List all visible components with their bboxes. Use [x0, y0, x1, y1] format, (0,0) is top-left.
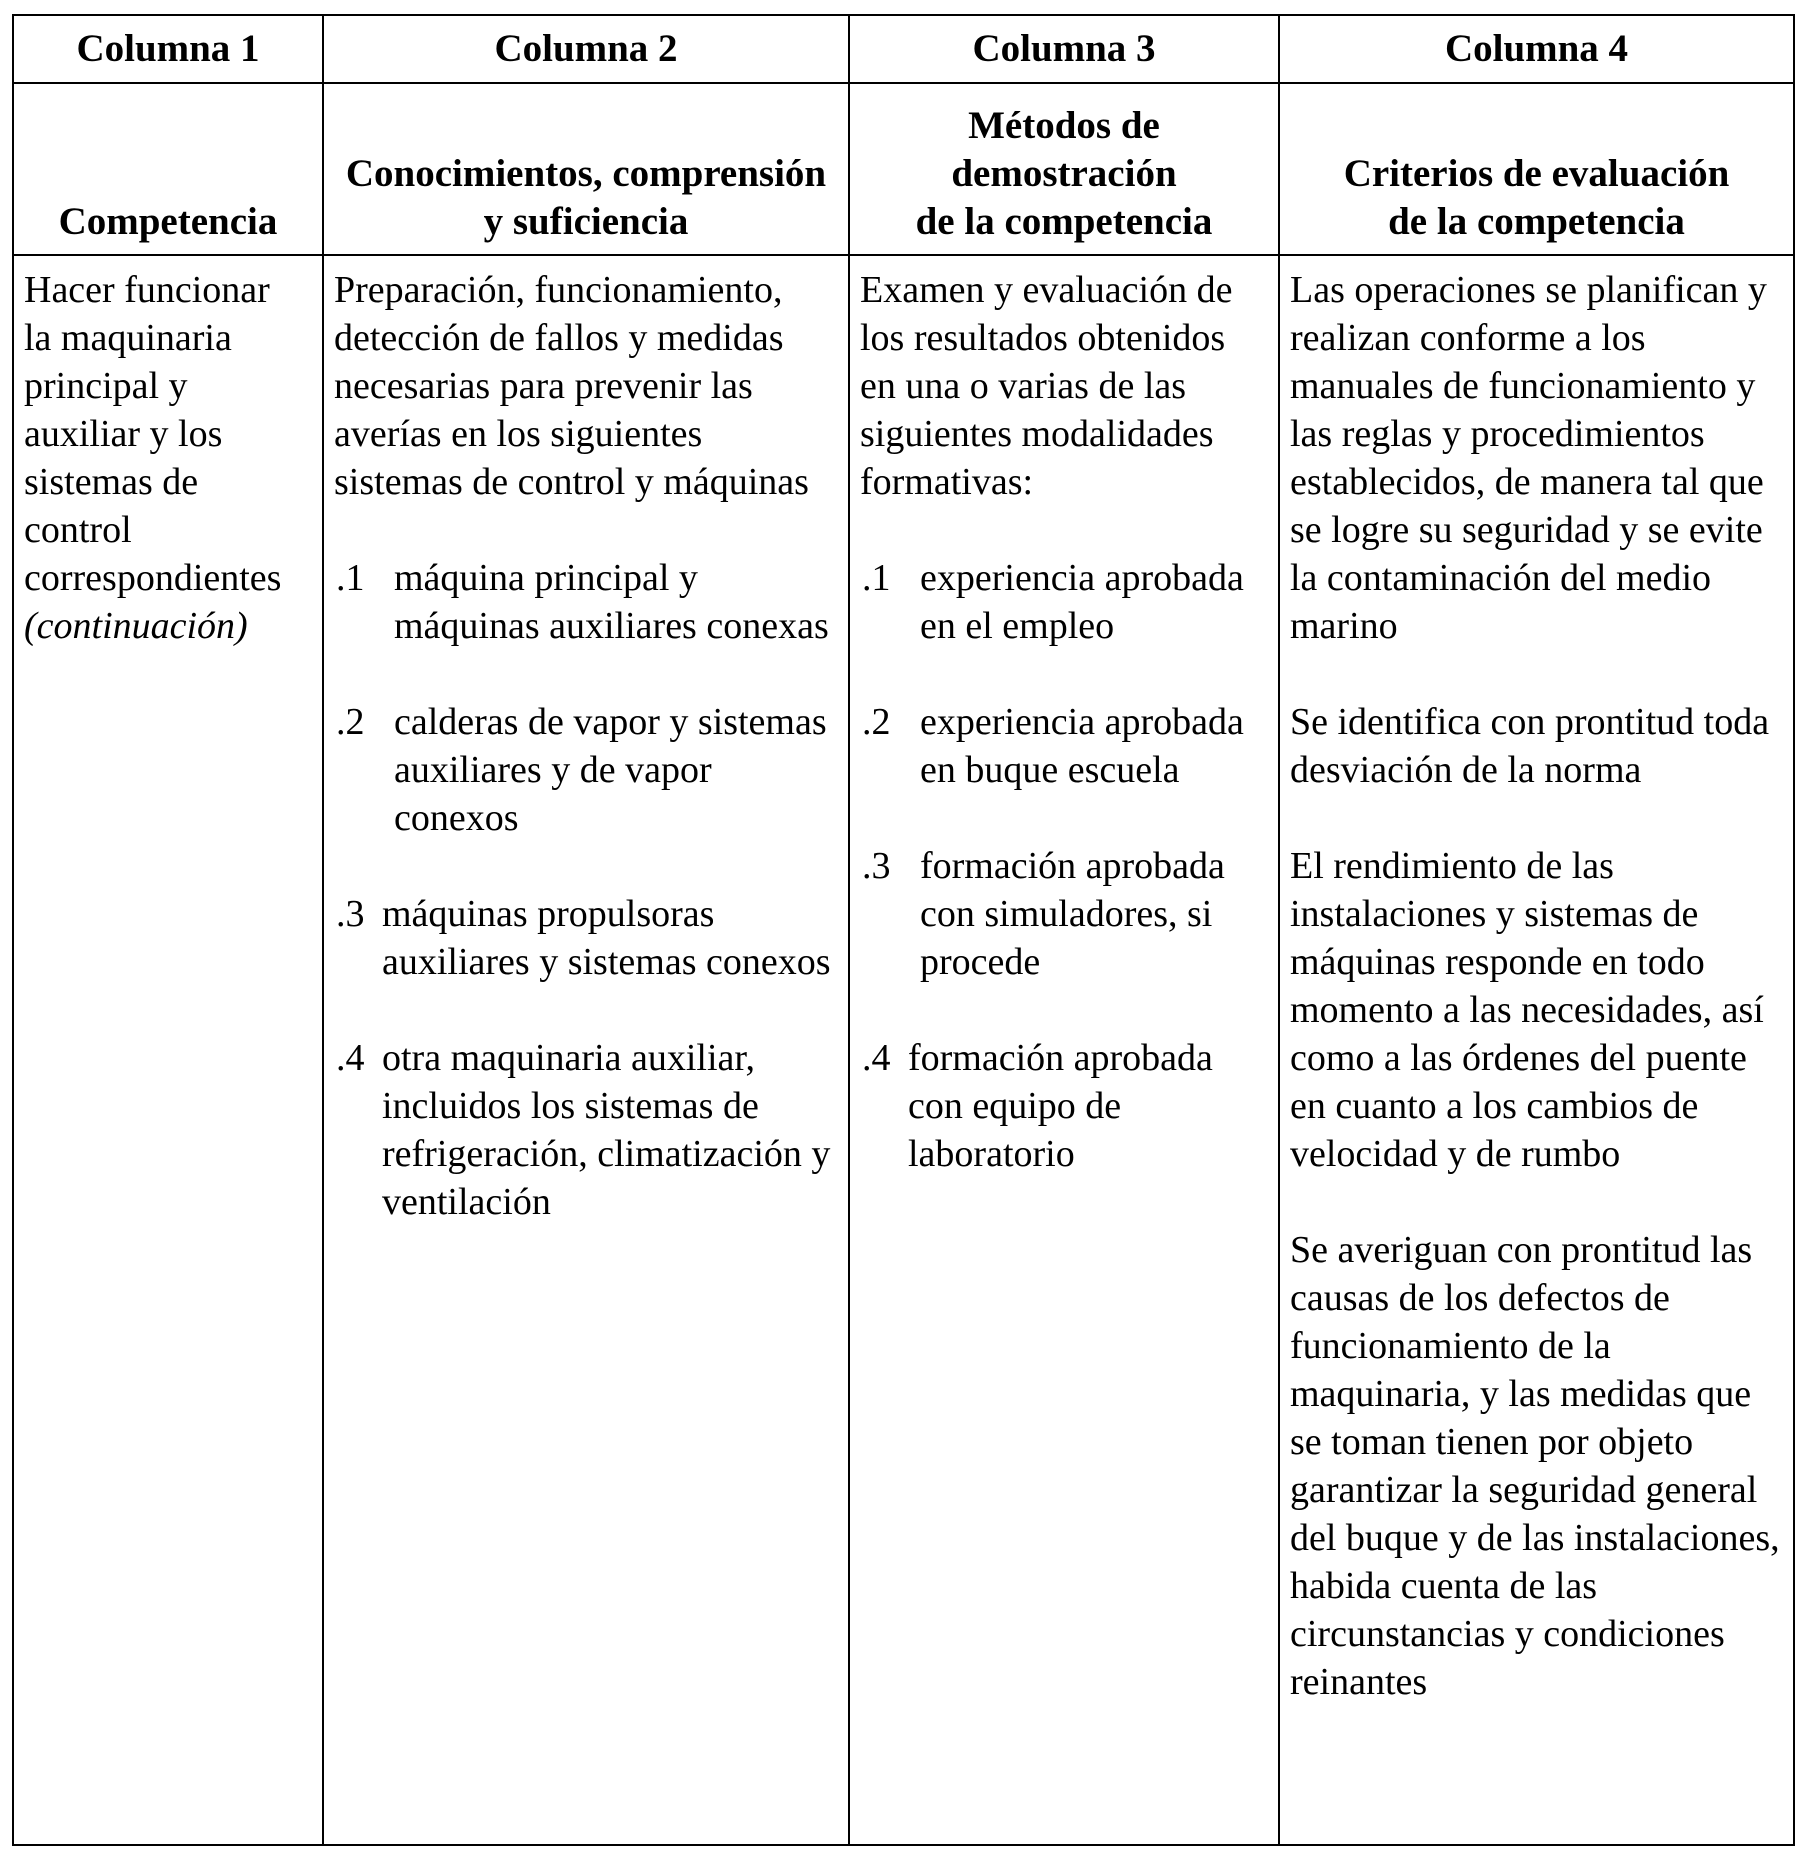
list-item-number: .2 [862, 701, 891, 743]
list-item-text: calderas de vapor y sistemas auxiliares y de vapor conexos [394, 701, 827, 839]
list-item-text: máquina principal y máquinas auxiliares conexas [394, 557, 829, 647]
header-competencia [13, 83, 323, 255]
competencia-text: Hacer funcionar la maquinaria principal y auxiliar y los sistemas de control correspondientes [24, 269, 282, 599]
column-number-row [13, 15, 1794, 83]
competence-table [12, 14, 1795, 1846]
list-item-number: .2 [336, 701, 365, 743]
header-metodos-line-3: de la competencia [915, 200, 1213, 243]
header-conocimientos-line-1: Conocimientos, comprensión [345, 152, 827, 195]
list-item-number: .1 [336, 557, 365, 599]
document-page [12, 14, 1793, 1846]
header-conocimientos-line-2: y suficiencia [483, 200, 689, 243]
list-item [860, 698, 1252, 794]
column-number-3: Columna 3 [849, 15, 1279, 83]
header-metodos-line-1: Métodos de [968, 104, 1160, 147]
criterion-paragraph: Las operaciones se planifican y realizan conforme a los manuales de funcionamiento y las reglas y procedimientos establecidos, de manera tal que se logre su seguridad y se evite la contaminación del medio marino [1290, 269, 1767, 647]
cell-metodos [849, 255, 1279, 1845]
cell-conocimientos [323, 255, 849, 1845]
header-criterios-line-2: de la competencia [1388, 200, 1685, 243]
metodos-intro: Examen y evaluación de los resultados obtenidos en una o varias de las siguientes modalidades formativas: [860, 269, 1233, 503]
header-metodos [849, 83, 1279, 255]
list-item-text: experiencia aprobada en el empleo [920, 557, 1244, 647]
list-item-text: máquinas propulsoras auxiliares y sistemas conexos [382, 893, 831, 983]
column-header-row [13, 83, 1794, 255]
header-criterios-line-1: Criterios de evaluación [1343, 152, 1730, 195]
list-item [334, 890, 840, 986]
cell-competencia [13, 255, 323, 1845]
list-item-text: formación aprobada con equipo de laboratorio [908, 1037, 1213, 1175]
conocimientos-list [334, 554, 840, 1226]
list-item-number: .1 [862, 557, 891, 599]
list-item-text: otra maquinaria auxiliar, incluidos los sistemas de refrigeración, climatización y ventilación [382, 1037, 831, 1223]
list-item-text: experiencia aprobada en buque escuela [920, 701, 1244, 791]
list-item-number: .4 [862, 1037, 891, 1079]
metodos-list [860, 554, 1252, 1178]
list-item-number: .3 [862, 845, 891, 887]
cell-criterios [1279, 255, 1794, 1845]
continuation-note: (continuación) [24, 605, 248, 647]
list-item [860, 554, 1252, 650]
list-item [334, 698, 840, 842]
conocimientos-intro: Preparación, funcionamiento, detección de fallos y medidas necesarias para prevenir las averías en los siguientes sistemas de control y máquinas [334, 269, 809, 503]
header-conocimientos [323, 83, 849, 255]
criterion-paragraph: El rendimiento de las instalaciones y sistemas de máquinas responde en todo momento a las necesidades, así como a las órdenes del puente en cuanto a los cambios de velocidad y de rumbo [1290, 845, 1764, 1175]
list-item-number: .4 [336, 1037, 365, 1079]
column-number-1: Columna 1 [13, 15, 323, 83]
header-metodos-line-2: demostración [951, 152, 1177, 195]
list-item [860, 1034, 1252, 1178]
list-item-number: .3 [336, 893, 365, 935]
list-item-text: formación aprobada con simuladores, si procede [920, 845, 1225, 983]
list-item [334, 554, 840, 650]
criterion-paragraph: Se averiguan con prontitud las causas de los defectos de funcionamiento de la maquinaria, y las medidas que se toman tienen por objeto garantizar la seguridad general del buque y de las instalaciones, habida cuenta de las circunstancias y condiciones reinantes [1290, 1229, 1780, 1703]
list-item [334, 1034, 840, 1226]
criterion-paragraph: Se identifica con prontitud toda desviación de la norma [1290, 701, 1770, 791]
header-criterios [1279, 83, 1794, 255]
table-row [13, 255, 1794, 1845]
header-competencia-line-1: Competencia [58, 200, 278, 243]
column-number-4: Columna 4 [1279, 15, 1794, 83]
list-item [860, 842, 1252, 986]
column-number-2: Columna 2 [323, 15, 849, 83]
